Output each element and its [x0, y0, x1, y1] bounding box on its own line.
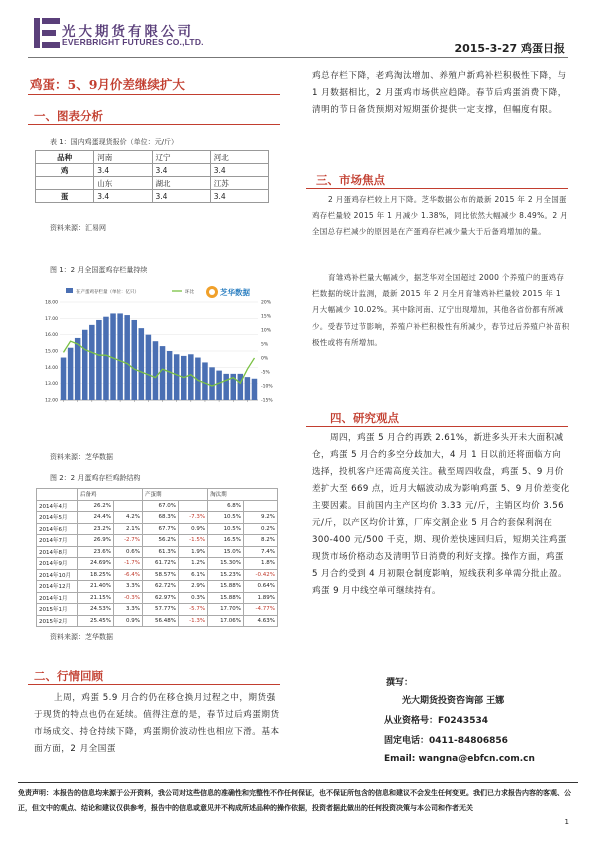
report-date-title: 2015-3-27 鸡蛋日报	[454, 42, 565, 55]
bar	[139, 328, 145, 400]
focus-paragraph-1: 2 月蛋鸡存栏较上月下降。芝华数据公布的最新 2015 年 2 月全国蛋鸡存栏量较 2015 年 1 月减少 1.38%，同比依然大幅减少 8.49%。2 月全国总存栏减少的原因是在产蛋鸡存栏减少量大于后备鸡增加的量。	[312, 195, 568, 237]
y-tick-label-left: 18.00	[45, 300, 58, 306]
company-name-cn: 光大期货有限公司	[62, 24, 194, 40]
table-header-cell: 产蛋期	[143, 489, 208, 501]
table-cell: 2014年7月	[37, 535, 78, 547]
chart1-caption: 图 1：2 月全国蛋鸡存栏量持续	[50, 266, 148, 274]
section-underline	[306, 426, 568, 427]
table-row	[37, 546, 278, 558]
y-tick-label-right: -5%	[261, 370, 270, 376]
title-underline	[28, 94, 280, 95]
y-tick-label-left: 16.00	[45, 333, 58, 339]
table-cell: 辽宁	[152, 151, 210, 164]
table-row	[36, 190, 269, 203]
table1-source: 资料来源：汇易网	[50, 224, 106, 232]
table-cell: 21.40%	[78, 581, 114, 593]
bar	[146, 335, 152, 400]
table-cell: 56.48%	[143, 615, 179, 627]
layer-inventory-chart	[36, 282, 280, 432]
table-cell: -0.3%	[113, 592, 142, 604]
table-cell: 68.3%	[143, 512, 179, 524]
table-cell: 6.8%	[208, 500, 244, 512]
bar	[89, 325, 95, 400]
table-cell: -4.77%	[244, 604, 278, 616]
bar	[209, 367, 215, 400]
table-cell: 3.4	[210, 164, 268, 177]
table-cell: 0.3%	[179, 592, 208, 604]
table-cell: 25.45%	[78, 615, 114, 627]
table-cell: 鸡	[36, 164, 94, 177]
table-cell: 4.63%	[244, 615, 278, 627]
section-title-chart-analysis: 一、图表分析	[34, 109, 103, 123]
table-row	[37, 523, 278, 535]
table-cell: 3.3%	[113, 604, 142, 616]
y-tick-label-right: 5%	[261, 342, 269, 348]
table-cell: 2014年12月	[37, 581, 78, 593]
table-cell: 67.7%	[143, 523, 179, 535]
table-cell: 2015年1月	[37, 604, 78, 616]
table-cell: 2014年5月	[37, 512, 78, 524]
bar	[223, 374, 229, 400]
section-underline	[28, 124, 280, 125]
table-row	[37, 581, 278, 593]
table-cell: 0.64%	[244, 581, 278, 593]
spot-price-table	[35, 150, 269, 203]
y-tick-label-right: -10%	[261, 384, 273, 390]
table-cell	[244, 500, 278, 512]
table-cell	[113, 500, 142, 512]
table-row	[36, 164, 269, 177]
table-cell: 2014年6月	[37, 523, 78, 535]
y-tick-label-left: 17.00	[45, 316, 58, 322]
table-cell: 21.15%	[78, 592, 114, 604]
bar	[82, 330, 88, 400]
table-cell: 6.1%	[179, 569, 208, 581]
table-cell: 3.3%	[113, 581, 142, 593]
bar	[238, 374, 244, 400]
bar	[245, 377, 251, 400]
table-cell: 蛋	[36, 190, 94, 203]
y-tick-label-right: -15%	[261, 398, 273, 404]
y-tick-label-right: 0%	[261, 356, 269, 362]
section-title-market-focus: 三、市场焦点	[316, 173, 385, 187]
footer-divider	[18, 782, 578, 783]
report-title: 鸡蛋：5、9月价差继续扩大	[30, 77, 185, 92]
author-label: 撰写：	[386, 678, 414, 688]
table-cell: 3.4	[152, 190, 210, 203]
bar	[75, 338, 81, 400]
table-row	[36, 177, 269, 190]
table-row	[37, 615, 278, 627]
bar	[216, 371, 222, 400]
chart2-source: 资料来源：芝华数据	[50, 633, 113, 641]
table-cell: 23.2%	[78, 523, 114, 535]
table-cell: 2.1%	[113, 523, 142, 535]
bar	[174, 354, 180, 400]
bar	[103, 317, 109, 400]
table-row	[37, 604, 278, 616]
table-cell: 62.72%	[143, 581, 179, 593]
bar	[153, 341, 159, 400]
y-tick-label-left: 14.00	[45, 365, 58, 371]
table-row	[37, 592, 278, 604]
section-underline	[306, 188, 568, 189]
bar	[131, 320, 137, 400]
table-row	[36, 151, 269, 164]
table-cell: -1.5%	[179, 535, 208, 547]
zhihua-brand-logo	[206, 286, 250, 298]
table-cell: 23.6%	[78, 546, 114, 558]
table-cell: 1.8%	[244, 558, 278, 570]
focus-paragraph-2: 育雏鸡补栏量大幅减少，据芝华对全国超过 2000 个养殖户的蛋鸡存栏数据的统计监测，最新 2015 年 2 月全月育雏鸡补栏量较 2015 年 1 月大幅减少 10.02%。其中除河南、辽宁出现增加，其他各省份都有所减少。受春节过节影响，养殖户补栏积极性有所减少，春节过后养殖户补苗积极性或将有所增加。	[312, 273, 570, 347]
y-tick-label-right: 10%	[261, 328, 272, 334]
chart1-source: 资料来源：芝华数据	[50, 453, 113, 461]
table-cell: 15.23%	[208, 569, 244, 581]
table-cell: 10.5%	[208, 512, 244, 524]
bar	[202, 362, 208, 400]
table-cell: -7.3%	[179, 512, 208, 524]
table-cell: 56.2%	[143, 535, 179, 547]
chart2-caption: 图 2：2 月蛋鸡存栏鸡龄结构	[50, 474, 141, 482]
author-phone: 固定电话：0411-84806856	[384, 736, 508, 746]
table-cell: 4.2%	[113, 512, 142, 524]
table-header-cell	[37, 489, 78, 501]
bar	[160, 346, 166, 400]
table-cell: -5.7%	[179, 604, 208, 616]
section-title-market-review: 二、行情回顾	[34, 669, 103, 683]
table-cell: 7.4%	[244, 546, 278, 558]
everbright-logo-icon	[34, 18, 60, 48]
table-cell: -1.7%	[113, 558, 142, 570]
table-cell: 2014年8月	[37, 546, 78, 558]
table-cell: 2014年9月	[37, 558, 78, 570]
y-tick-label-right: 15%	[261, 314, 272, 320]
disclaimer-text: 免责声明：本报告的信息均来源于公开资料，我公司对这些信息的准确性和完整性不作任何保证，也不保证所包含的信息和建议不会发生任何变更。我们已力求报告内容的客观、公正，但文中的观点、结论和建议仅供参考，报告中的信息或意见并不构成所述品种的操作依据，投资者据此做出的任何投资决策与本公司和作者无关	[18, 789, 571, 812]
table-row	[37, 500, 278, 512]
table-cell: 1.2%	[179, 558, 208, 570]
table-cell: 3.4	[152, 164, 210, 177]
table-header-cell: 淘汰期	[208, 489, 278, 501]
table-cell: 24.53%	[78, 604, 114, 616]
svg-text:芝华数据: 芝华数据	[220, 288, 250, 297]
table-cell: 58.57%	[143, 569, 179, 581]
table-cell: 3.4	[94, 164, 152, 177]
table-cell	[36, 177, 94, 190]
table-cell: 61.72%	[143, 558, 179, 570]
table-cell: -6.4%	[113, 569, 142, 581]
table-cell: 0.9%	[179, 523, 208, 535]
bar	[96, 320, 102, 400]
table-cell: 2014年1月	[37, 592, 78, 604]
table-cell	[179, 500, 208, 512]
table-cell: -1.3%	[179, 615, 208, 627]
table-cell: 2015年2月	[37, 615, 78, 627]
table-cell: 河南	[94, 151, 152, 164]
y-tick-label-left: 12.00	[45, 398, 58, 404]
table-cell: -0.42%	[244, 569, 278, 581]
table-cell: 15.88%	[208, 581, 244, 593]
page-number: 1	[564, 818, 569, 826]
table-cell: 10.5%	[208, 523, 244, 535]
table-cell: 9.2%	[244, 512, 278, 524]
author-cert: 从业资格号：F0243534	[384, 716, 488, 726]
table-cell: 57.77%	[143, 604, 179, 616]
table-row	[37, 558, 278, 570]
y-tick-label-left: 15.00	[45, 349, 58, 355]
table-cell: 61.3%	[143, 546, 179, 558]
bar	[117, 313, 123, 400]
table-cell: 26.9%	[78, 535, 114, 547]
table1-caption: 表 1：国内鸡蛋现货报价（单位：元/斤）	[50, 138, 179, 146]
header-divider	[28, 57, 568, 58]
table-cell: 江苏	[210, 177, 268, 190]
table-cell: 67.0%	[143, 500, 179, 512]
table-cell: 8.2%	[244, 535, 278, 547]
table-cell: 1.9%	[179, 546, 208, 558]
table-cell: 62.97%	[143, 592, 179, 604]
author-dept: 光大期货投资咨询部 王娜	[402, 696, 505, 706]
review-paragraph: 上周，鸡蛋 5.9 月合约仍在移仓换月过程之中，期货强于现货的特点也仍在延续。值得注意的是，春节过后鸡蛋期货市场成交、持仓持续下降，鸡蛋期价波动性也相应下滑。基本面方面，2 月全国蛋	[34, 693, 280, 754]
table-cell: 2014年10月	[37, 569, 78, 581]
table-cell: 16.5%	[208, 535, 244, 547]
table-row	[37, 569, 278, 581]
table-cell: 3.4	[210, 190, 268, 203]
table-cell: 1.89%	[244, 592, 278, 604]
legend-label-inventory: 在产蛋鸡存栏量（单位：亿只）	[76, 290, 139, 295]
y-tick-label-right: 20%	[261, 300, 272, 306]
table-cell: 品种	[36, 151, 94, 164]
table-cell: 河北	[210, 151, 268, 164]
table-cell: 0.2%	[244, 523, 278, 535]
view-paragraph: 周四，鸡蛋 5 月合约再跌 2.61%，新进多头开未大面积减仓，鸡蛋 5 月合约多空分歧加大，4 月 1 日以前还将面临方向选择，投机客户还需高度关注。截至周四收盘，鸡蛋 5、9 月价差扩大至 669 点，近月大幅波动成为影响鸡蛋 5、9 月价差变化主要因素。目前国内主产区均价 3.33 元/斤，主销区均价 3.56 元/斤，以产区均价计算，厂库交割企业 5 月合约套保利润在 300-400 元/500 千克，期、现价差快速回归后，短期关注鸡蛋现货市场价格动态及清明节日消费的利好支撑。操作方面，鸡蛋 5 月合约受到 4 月初限仓制度影响，短线获利多单需分批止盈。鸡蛋 9 月中线空单可继续持有。	[312, 433, 570, 596]
table-cell: 18.25%	[78, 569, 114, 581]
bar	[68, 348, 74, 400]
legend-swatch-inventory	[66, 288, 73, 293]
table-cell: 0.6%	[113, 546, 142, 558]
author-email: Email: wangna@ebfcn.com.cn	[384, 754, 535, 764]
y-tick-label-left: 13.00	[45, 382, 58, 388]
table-header-row	[37, 489, 278, 501]
table-cell: 15.88%	[208, 592, 244, 604]
company-name-en: EVERBRIGHT FUTURES CO.,LTD.	[62, 37, 204, 47]
legend-label-mom: 环比	[185, 290, 194, 295]
section-underline	[28, 684, 280, 685]
table-cell: 山东	[94, 177, 152, 190]
table-cell: 24.4%	[78, 512, 114, 524]
table-cell: 17.70%	[208, 604, 244, 616]
age-structure-table	[36, 488, 278, 627]
table-cell: 3.4	[94, 190, 152, 203]
table-cell: -2.7%	[113, 535, 142, 547]
table-cell: 24.69%	[78, 558, 114, 570]
table-row	[37, 535, 278, 547]
table-cell: 2.9%	[179, 581, 208, 593]
review-paragraph-continued: 鸡总存栏下降，老鸡淘汰增加、养殖户新鸡补栏积极性下降，与 1 月数据相比，2 月蛋鸡市场供应趋降。春节后鸡蛋消费下降，清明的节日备货预期对短期蛋价提供一定支撑，但幅度有限。	[312, 71, 567, 115]
table-cell: 湖北	[152, 177, 210, 190]
table-cell: 15.0%	[208, 546, 244, 558]
table-cell: 15.30%	[208, 558, 244, 570]
table-cell: 26.2%	[78, 500, 114, 512]
bar	[61, 358, 67, 400]
section-title-research-view: 四、研究观点	[330, 411, 399, 425]
bar	[252, 379, 258, 400]
table-header-cell: 后备鸡	[78, 489, 143, 501]
table-cell: 0.9%	[113, 615, 142, 627]
bar	[167, 351, 173, 400]
table-row	[37, 512, 278, 524]
table-cell: 2014年4月	[37, 500, 78, 512]
bar	[124, 315, 130, 400]
table-cell: 17.06%	[208, 615, 244, 627]
